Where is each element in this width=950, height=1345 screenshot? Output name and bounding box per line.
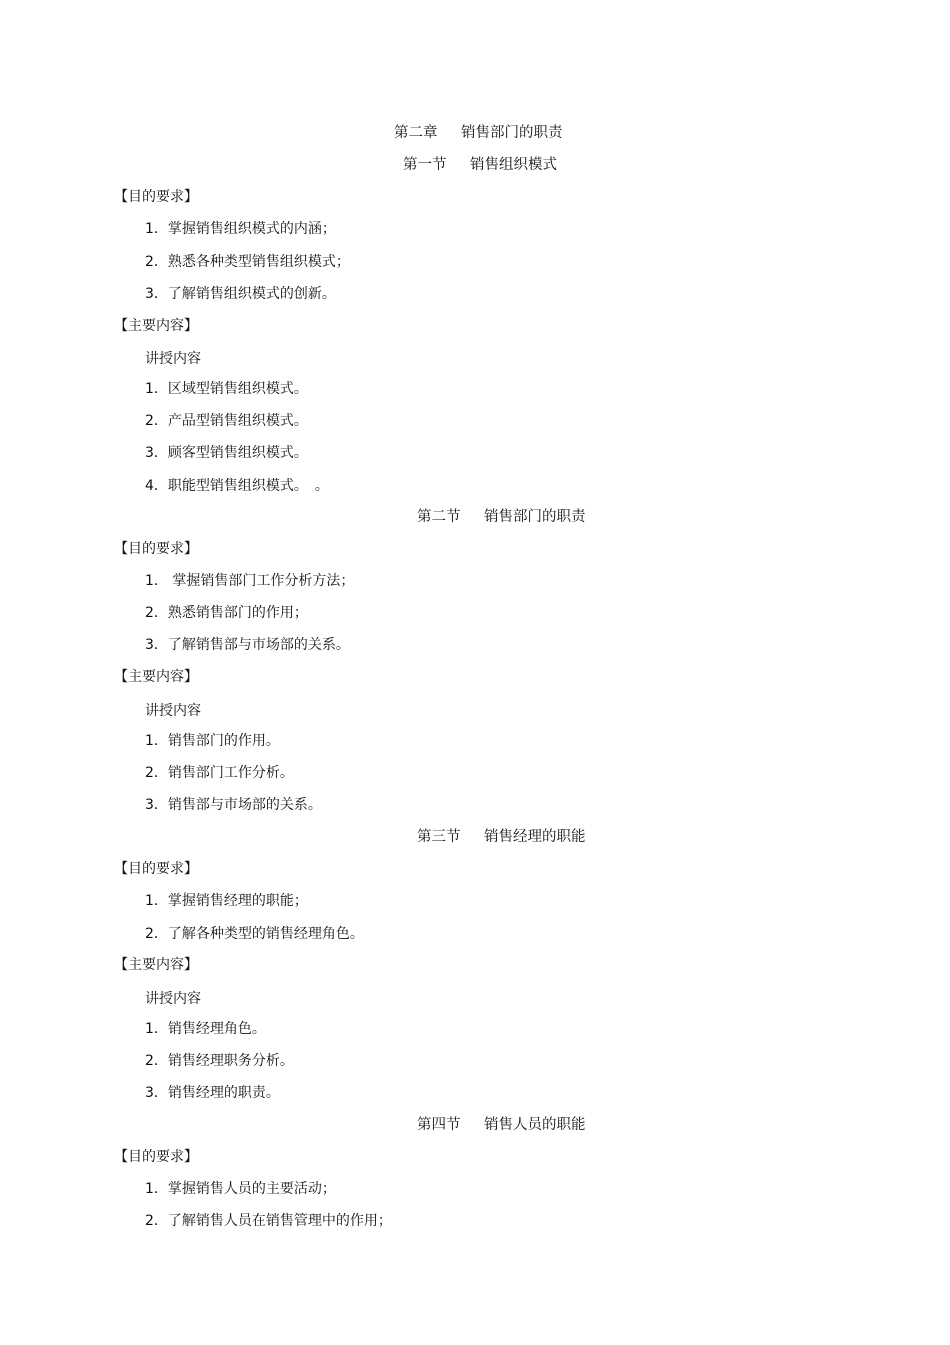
content-label: 【主要内容】 — [114, 318, 198, 334]
lecture-label: 讲授内容 — [145, 991, 201, 1007]
objective-item: 2．了解各种类型的销售经理角色。 — [145, 926, 364, 942]
section-number: 第一节 — [403, 157, 447, 173]
objective-item: 1．掌握销售经理的职能； — [145, 893, 308, 909]
content-label: 【主要内容】 — [114, 669, 198, 685]
content-item: 2．销售部门工作分析。 — [145, 765, 294, 781]
content-item: 3．顾客型销售组织模式。 — [145, 445, 308, 461]
lecture-label: 讲授内容 — [145, 351, 201, 367]
objectives-label: 【目的要求】 — [114, 1149, 198, 1165]
objective-item: 3．了解销售组织模式的创新。 — [145, 286, 336, 302]
section-title: 销售人员的职能 — [484, 1117, 586, 1133]
objective-item: 1． 掌握销售部门工作分析方法； — [145, 573, 355, 589]
section-title: 销售经理的职能 — [484, 829, 586, 845]
section-title: 销售部门的职责 — [484, 509, 586, 525]
objective-item: 2．熟悉销售部门的作用； — [145, 605, 308, 621]
objective-item: 2．熟悉各种类型销售组织模式； — [145, 254, 350, 270]
content-label: 【主要内容】 — [114, 957, 198, 973]
content-item: 3．销售经理的职责。 — [145, 1085, 280, 1101]
objective-item: 1．掌握销售人员的主要活动； — [145, 1181, 336, 1197]
content-item: 3．销售部与市场部的关系。 — [145, 797, 322, 813]
objectives-label: 【目的要求】 — [114, 541, 198, 557]
content-item: 4．职能型销售组织模式。 。 — [145, 478, 329, 494]
objective-item: 2．了解销售人员在销售管理中的作用； — [145, 1213, 392, 1229]
section-number: 第三节 — [417, 829, 461, 845]
content-item: 2．产品型销售组织模式。 — [145, 413, 308, 429]
chapter-title: 销售部门的职责 — [461, 125, 563, 141]
objectives-label: 【目的要求】 — [114, 189, 198, 205]
chapter-number: 第二章 — [394, 125, 438, 141]
content-item: 2．销售经理职务分析。 — [145, 1053, 294, 1069]
objective-item: 3．了解销售部与市场部的关系。 — [145, 637, 350, 653]
objective-item: 1．掌握销售组织模式的内涵； — [145, 221, 336, 237]
section-title: 销售组织模式 — [470, 157, 557, 173]
section-number: 第二节 — [417, 509, 461, 525]
objectives-label: 【目的要求】 — [114, 861, 198, 877]
content-item: 1．销售部门的作用。 — [145, 733, 280, 749]
content-item: 1．销售经理角色。 — [145, 1021, 266, 1037]
section-number: 第四节 — [417, 1117, 461, 1133]
lecture-label: 讲授内容 — [145, 703, 201, 719]
content-item: 1．区域型销售组织模式。 — [145, 381, 308, 397]
